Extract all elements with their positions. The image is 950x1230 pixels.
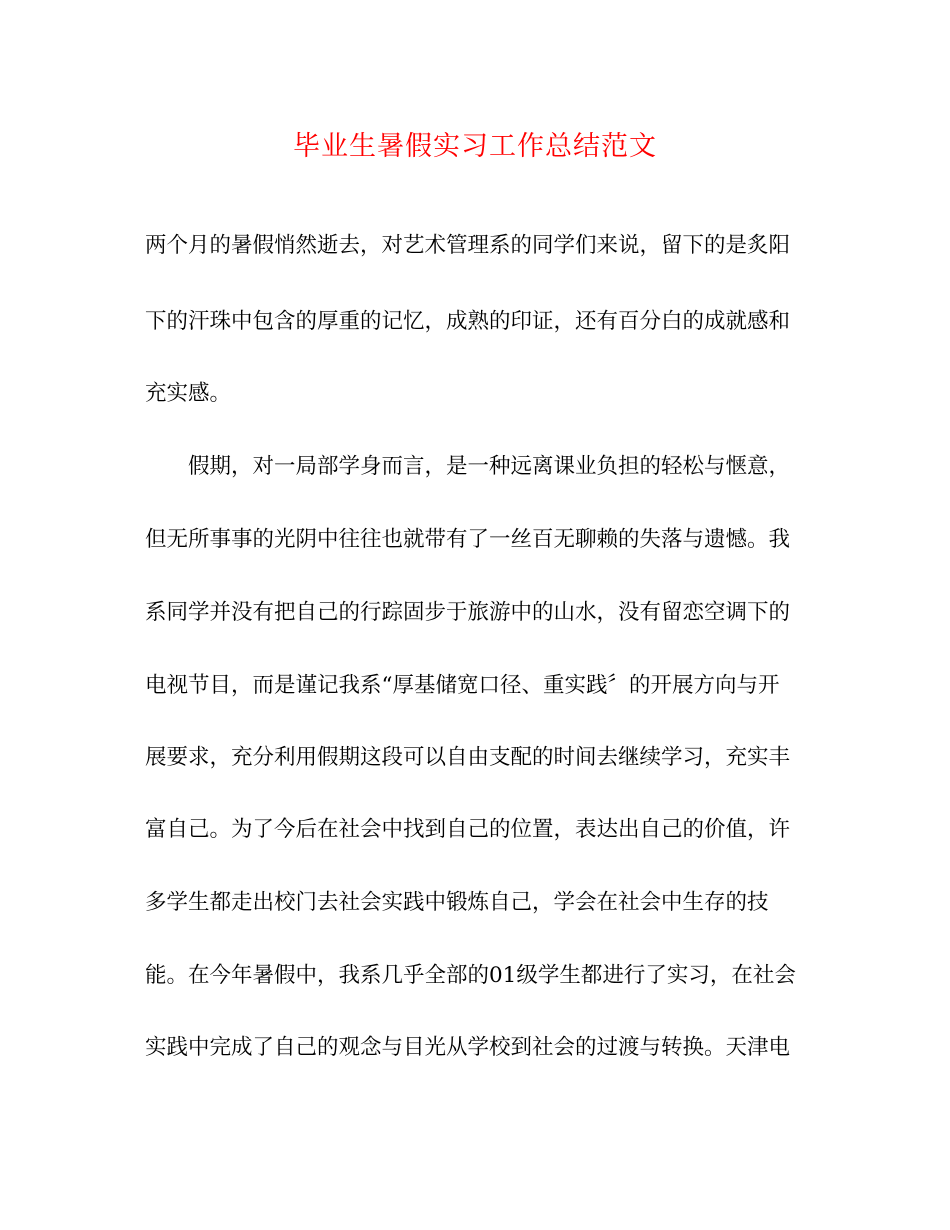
paragraph-line: 多学生都走出校门去社会实践中锻炼自己，学会在社会中生存的技 (145, 890, 769, 915)
document-title: 毕业生暑假实习工作总结范文 (293, 131, 657, 162)
paragraph-line: 系同学并没有把自己的行踪固步于旅游中的山水，没有留恋空调下的 (145, 600, 791, 625)
paragraph-line: 电视节目，而是谨记我系“厚基储宽口径、重实践〞的开展方向与开 (145, 673, 780, 698)
paragraph-line: 但无所事事的光阴中往往也就带有了一丝百无聊赖的失落与遗憾。我 (145, 527, 791, 552)
paragraph-line: 展要求，充分利用假期这段可以自由支配的时间去继续学习，充实丰 (145, 745, 791, 770)
paragraph-line: 两个月的暑假悄然逝去，对艺术管理系的同学们来说，留下的是炙阳 (145, 233, 791, 258)
paragraph-line: 富自己。为了今后在社会中找到自己的位置，表达出自己的价值，许 (145, 817, 791, 842)
paragraph-line: 假期，对一局部学身而言，是一种远离课业负担的轻松与惬意， (188, 454, 791, 479)
paragraph-line: 下的汗珠中包含的厚重的记忆，成熟的印证，还有百分白的成就感和 (145, 309, 791, 334)
paragraph-line: 实践中完成了自己的观念与目光从学校到社会的过渡与转换。天津电 (145, 1035, 791, 1060)
paragraph-line: 能。在今年暑假中，我系几乎全部的01级学生都进行了实习，在社会 (145, 963, 796, 988)
paragraph-line: 充实感。 (145, 381, 232, 406)
